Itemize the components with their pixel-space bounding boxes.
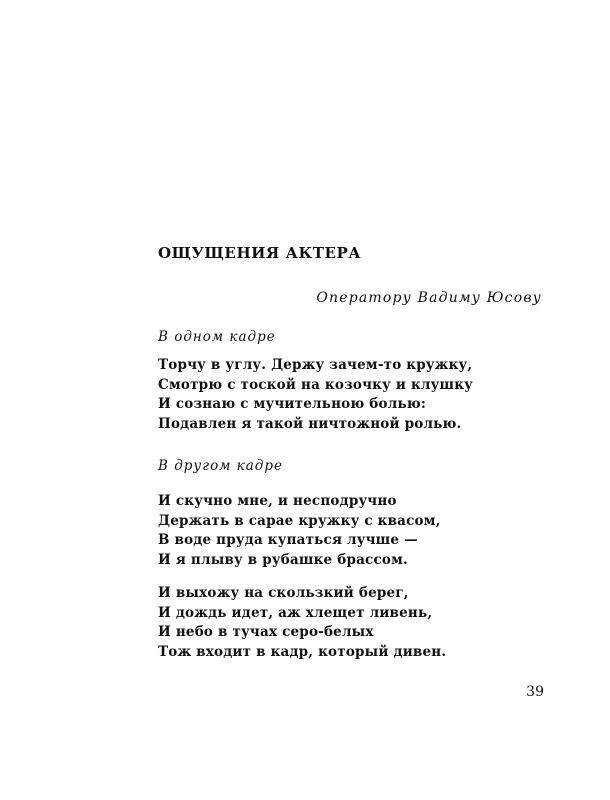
section-heading-1: В одном кадре — [158, 329, 276, 345]
verse-line: И выхожу на скользкий берег, — [158, 585, 409, 601]
verse-line: Торчу в углу. Держу зачем-то кружку, — [158, 357, 473, 373]
dedication: Оператору Вадиму Юсову — [316, 290, 542, 306]
verse-line: И сознаю с мучительною болью: — [158, 396, 427, 412]
section-heading-2: В другом кадре — [158, 458, 283, 474]
verse-line: И дождь идет, аж хлещет ливень, — [158, 604, 433, 621]
verse-line: Держать в сарае кружку с квасом, — [158, 512, 441, 529]
verse-line: И я плыву в рубашке брассом. — [158, 551, 408, 568]
poem-title: ОЩУЩЕНИЯ АКТЕРА — [158, 244, 362, 262]
verse-line: В воде пруда купаться лучше — — [158, 532, 418, 548]
stanza-1 — [158, 356, 473, 434]
verse-line: И небо в тучах серо-белых — [158, 624, 374, 640]
page-number: 39 — [526, 684, 544, 700]
verse-line: Тож входит в кадр, который дивен. — [158, 643, 447, 660]
verse-line: Подавлен я такой ничтожной ролью. — [158, 415, 462, 432]
stanza-2 — [158, 492, 441, 570]
verse-line: Смотрю с тоской на козочку и клушку — [158, 376, 473, 393]
verse-line: И скучно мне, и несподручно — [158, 493, 397, 509]
stanza-3 — [158, 584, 446, 662]
